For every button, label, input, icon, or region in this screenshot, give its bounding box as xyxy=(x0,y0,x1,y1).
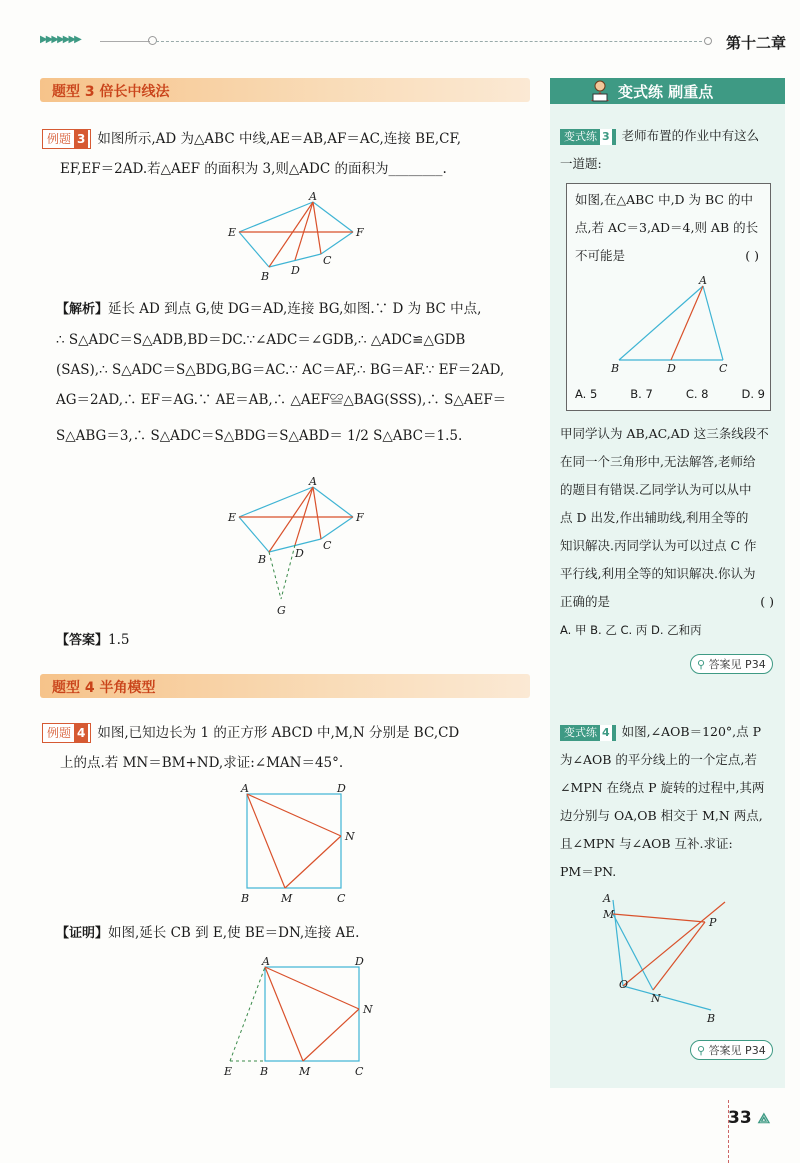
proof-text: 如图,延长 CB 到 E,使 BE＝DN,连接 AE. xyxy=(108,925,360,941)
variant-4-line4: 边分别与 OA,OB 相交于 M,N 两点, xyxy=(560,808,763,823)
header-dash xyxy=(156,41,702,42)
fig2-label-e: E xyxy=(228,511,237,524)
example-3-line2: EF,EF＝2AD.若△AEF 的面积为 3,则△ADC 的面积为________. xyxy=(60,161,447,177)
right-panel-header xyxy=(550,78,785,104)
example-3-tag: 例题 3 xyxy=(42,129,91,149)
fig2-label-a: A xyxy=(309,475,317,488)
example-4-proof xyxy=(56,918,359,949)
v4-label-a: A xyxy=(603,892,611,905)
proof-label: 【证明】 xyxy=(56,926,109,941)
analysis-line5: S△ABG＝3,∴ S△ADC＝S△BDG＝S△ABD＝ 1/2 S△ABC＝1.5. xyxy=(56,428,463,444)
fig2-label-f: F xyxy=(356,511,364,524)
section-4-bar xyxy=(40,674,530,698)
disc-line2: 在同一个三角形中,无法解答,老师给 xyxy=(560,454,756,469)
right-panel-title: 变式练 刷重点 xyxy=(618,83,714,101)
example-4-figure-1 xyxy=(235,782,365,907)
variant-4-line2: 为∠AOB 的平分线上的一个定点,若 xyxy=(560,752,757,767)
variant-4-answer-ref[interactable]: ⚲ 答案见 P34 xyxy=(690,1040,773,1060)
v4-label-n: N xyxy=(651,992,661,1005)
disc-line6: 平行线,利用全等的知识解决.你认为 xyxy=(560,566,756,581)
v4-label-b: B xyxy=(707,1012,716,1025)
answer-value: 1.5 xyxy=(108,632,130,648)
fig2-label-c: C xyxy=(323,539,332,552)
variant-3-intro xyxy=(560,122,782,178)
tri-label-a: A xyxy=(699,276,707,287)
line-af xyxy=(313,202,353,232)
variant-3-tag: 变式练 3 xyxy=(560,129,616,145)
analysis-line1: 延长 AD 到点 G,使 DG＝AD,连接 BG,如图.∵ D 为 BC 中点, xyxy=(108,301,482,317)
fig1-label-f: F xyxy=(356,226,364,239)
sq1-label-c: C xyxy=(337,892,346,905)
fig2-label-b: B xyxy=(258,553,267,566)
fig2-label-d: D xyxy=(295,547,304,560)
box-line1: 如图,在△ABC 中,D 为 BC 的中 xyxy=(575,192,753,207)
variant-3-problem-box xyxy=(566,183,771,411)
dashed-bg xyxy=(269,552,281,599)
example-3-figure-2 xyxy=(225,475,375,620)
tri-label-d: D xyxy=(667,362,676,374)
sq2-label-b: B xyxy=(260,1065,269,1078)
v4-label-m: M xyxy=(603,908,615,921)
variant-3-line2: 一道题: xyxy=(560,156,602,171)
disc-line1: 甲同学认为 AB,AC,AD 这三条线段不 xyxy=(560,426,769,441)
example-3-line1: 如图所示,AD 为△ABC 中线,AE＝AB,AF＝AC,连接 BE,CF, xyxy=(97,131,462,147)
disc-line3: 的题目有错误.乙同学认为可以从中 xyxy=(560,482,752,497)
sq2-label-a: A xyxy=(262,955,270,968)
line-ad xyxy=(295,202,313,260)
box-paren: ( ) xyxy=(745,248,759,263)
variant-3-answer-ref[interactable]: ⚲ 答案见 P34 xyxy=(690,654,773,674)
analysis-line4: AG＝2AD,∴ EF＝AG.∵ AE＝AB,∴ △AEF≌△BAG(SSS),∴ S△AEF＝ xyxy=(56,392,507,408)
analysis-label: 【解析】 xyxy=(56,302,109,317)
sq2-label-d: D xyxy=(355,955,364,968)
option-a: A. 5 xyxy=(575,387,598,401)
option-d: D. 9 xyxy=(741,387,765,401)
example-4-figure-2 xyxy=(218,955,378,1080)
variant-4 xyxy=(560,718,782,886)
header-rule xyxy=(100,41,150,42)
section-3-title: 题型 3 倍长中线法 xyxy=(52,84,170,100)
variant-4-figure xyxy=(595,890,735,1030)
disc-line5: 知识解决.丙同学认为可以过点 C 作 xyxy=(560,538,757,553)
fig2-label-g: G xyxy=(277,604,286,617)
section-3-bar xyxy=(40,78,530,102)
variant-3-triangle xyxy=(607,276,747,374)
page-number: 33 ⟁ xyxy=(728,1108,771,1128)
disc-line4: 点 D 出发,作出辅助线,利用全等的 xyxy=(560,510,749,525)
analysis-line3: (SAS),∴ S△ADC＝S△BDG,BG＝AC.∵ AC＝AF,∴ BG＝AF.∵ EF＝2AD, xyxy=(56,362,505,378)
example-4-line2: 上的点.若 MN＝BM+ND,求证:∠MAN＝45°. xyxy=(60,755,344,771)
option-c: C. 8 xyxy=(685,387,709,401)
sq2-label-c: C xyxy=(355,1065,364,1078)
box-line2: 点,若 AC＝3,AD＝4,则 AB 的长 xyxy=(575,220,759,235)
example-4-tag: 例题 4 xyxy=(42,723,91,743)
disc-paren: ( ) xyxy=(760,594,774,609)
answer-label: 【答案】 xyxy=(56,633,109,648)
fig1-label-b: B xyxy=(261,270,270,283)
fig1-label-a: A xyxy=(309,190,317,203)
variant-4-line6: PM＝PN. xyxy=(560,864,617,879)
sq1-label-n: N xyxy=(345,830,355,843)
line-fc xyxy=(321,232,353,254)
sq2-label-m: M xyxy=(299,1065,311,1078)
analysis-line2: ∴ S△ADC＝S△ADB,BD＝DC.∵∠ADC＝∠GDB,∴ △ADC≌△GDB xyxy=(56,332,466,348)
v4-label-p: P xyxy=(709,916,717,929)
variant-3-line1: 老师布置的作业中有这么 xyxy=(621,128,760,143)
sq1-label-a: A xyxy=(241,782,249,795)
chapter-title: 第十二章 xyxy=(725,34,786,52)
variant-4-line3: ∠MPN 在绕点 P 旋转的过程中,其两 xyxy=(560,780,765,795)
compass-icon: ⟁ xyxy=(757,1111,771,1127)
variant-3-discussion xyxy=(560,420,782,644)
fig1-label-d: D xyxy=(291,264,300,277)
tri-label-c: C xyxy=(719,362,728,374)
line-ae xyxy=(239,202,313,232)
option-b: B. 7 xyxy=(630,387,653,401)
variant-4-tag: 变式练 4 xyxy=(560,725,616,741)
disc-choices: A. 甲 B. 乙 C. 丙 D. 乙和丙 xyxy=(560,623,702,637)
variant-4-line5: 且∠MPN 与∠AOB 互补.求证: xyxy=(560,836,733,851)
disc-line7: 正确的是 xyxy=(560,594,611,609)
line-eb xyxy=(239,232,269,267)
fig1-label-c: C xyxy=(323,254,332,267)
variant-4-line1: 如图,∠AOB＝120°,点 P xyxy=(621,724,762,739)
header-arrows: ▶▶▶▶▶▶▶ xyxy=(40,34,80,45)
tri-label-b: B xyxy=(611,362,620,374)
variant-3-options xyxy=(575,387,765,401)
section-4-title: 题型 4 半角模型 xyxy=(52,680,156,696)
line-ac xyxy=(313,202,321,254)
sq1-label-b: B xyxy=(241,892,250,905)
box-line3: 不可能是 xyxy=(575,248,626,263)
key-icon: ⚲ xyxy=(697,1044,706,1057)
example-4 xyxy=(42,718,537,778)
dashed-dg xyxy=(281,545,295,599)
sq1-label-m: M xyxy=(281,892,293,905)
example-3-analysis xyxy=(56,294,536,451)
example-3-figure-1 xyxy=(225,190,375,285)
fig1-label-e: E xyxy=(228,226,237,239)
sq2-label-n: N xyxy=(363,1003,373,1016)
student-reading-icon xyxy=(586,79,614,103)
sq2-label-e: E xyxy=(224,1065,233,1078)
example-3-answer xyxy=(56,625,130,656)
key-icon: ⚲ xyxy=(697,658,706,671)
sq1-label-d: D xyxy=(337,782,346,795)
header-dot-right xyxy=(704,37,712,45)
v4-label-o: O xyxy=(619,978,629,991)
example-3 xyxy=(42,124,537,184)
example-4-line1: 如图,已知边长为 1 的正方形 ABCD 中,M,N 分别是 BC,CD xyxy=(97,725,460,741)
